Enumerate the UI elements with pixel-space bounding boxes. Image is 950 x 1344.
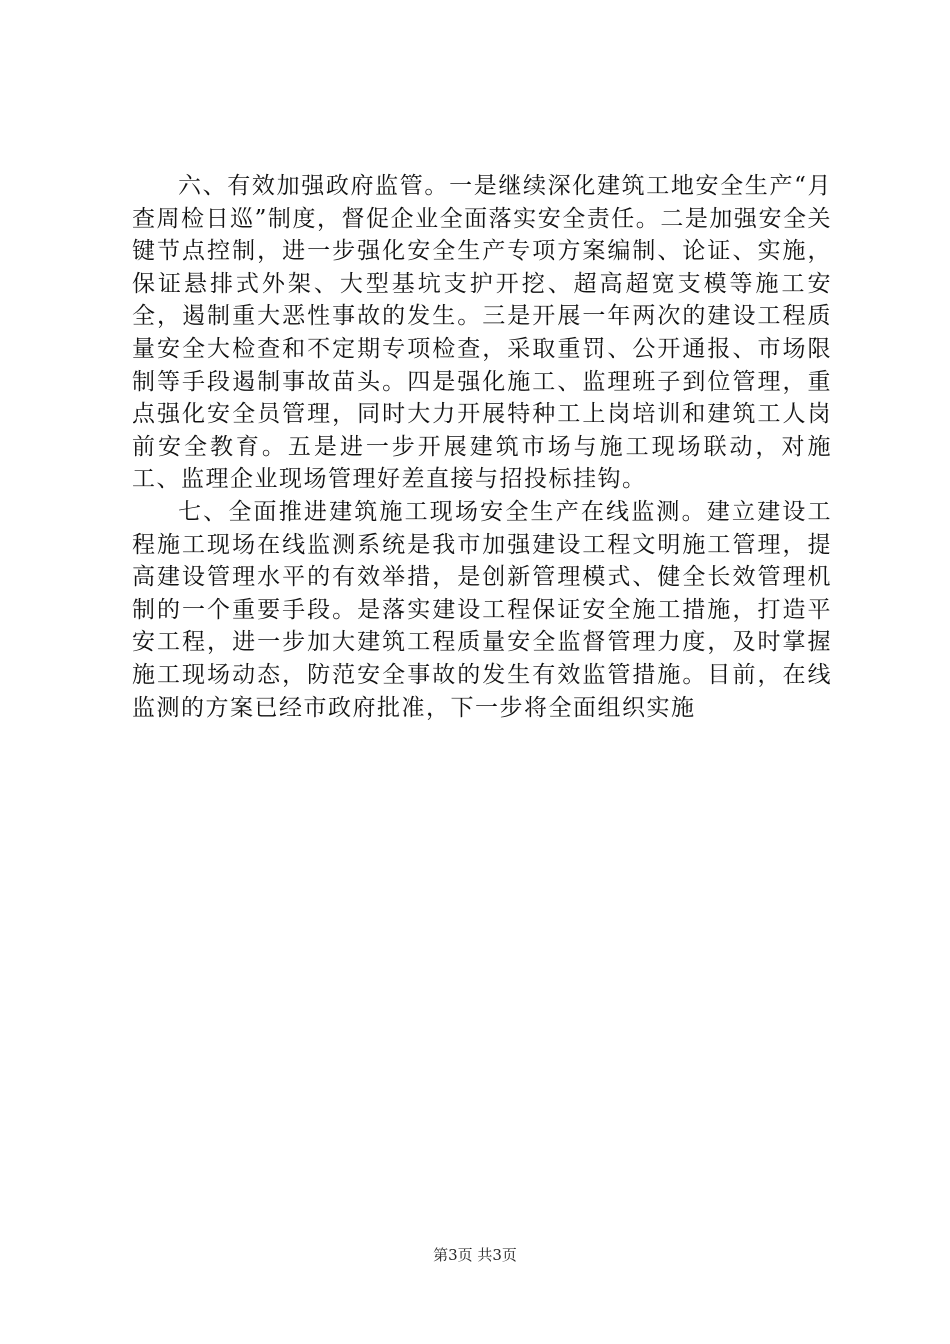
- document-body: [132, 170, 832, 724]
- paragraph-government-supervision: 六、有效加强政府监管。一是继续深化建筑工地安全生产“月查周检日巡”制度，督促企业全面落实安全责任。二是加强安全关键节点控制，进一步强化安全生产专项方案编制、论证、实施，保证悬排式外架、大型基坑支护开挖、超高超宽支模等施工安全，遏制重大恶性事故的发生。三是开展一年两次的建设工程质量安全大检查和不定期专项检查，采取重罚、公开通报、市场限制等手段遏制事故苗头。四是强化施工、监理班子到位管理，重点强化安全员管理，同时大力开展特种工上岗培训和建筑工人岗前安全教育。五是进一步开展建筑市场与施工现场联动，对施工、监理企业现场管理好差直接与招投标挂钩。: [132, 173, 832, 493]
- paragraph-online-monitoring: 七、全面推进建筑施工现场安全生产在线监测。建立建设工程施工现场在线监测系统是我市加强建设工程文明施工管理，提高建设管理水平的有效举措，是创新管理模式、健全长效管理机制的一个重要手段。是落实建设工程保证安全施工措施，打造平安工程，进一步加大建筑工程质量安全监督管理力度，及时掌握施工现场动态，防范安全事故的发生有效监管措施。目前，在线监测的方案已经市政府批准，下一步将全面组织实施: [132, 498, 832, 721]
- page-footer: 第3页 共3页: [433, 1246, 517, 1264]
